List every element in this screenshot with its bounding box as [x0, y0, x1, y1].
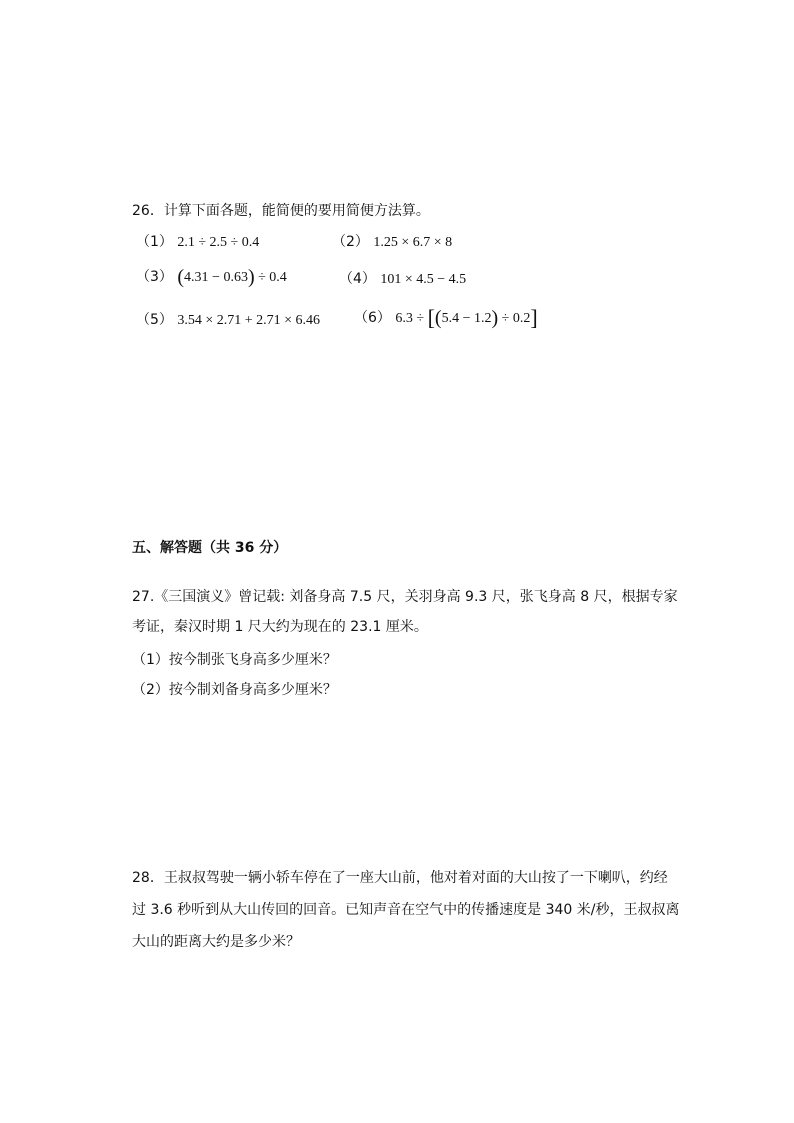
q26-item-5 [136, 310, 320, 331]
q26-item-5-expr: 3.54 × 2.71 + 2.71 × 6.46 [177, 313, 321, 328]
q26-prompt-text: 计算下面各题，能简便的要用简便方法算。 [163, 203, 430, 219]
section-heading: 五、解答题（共 36 分） [132, 540, 288, 556]
q27-line-1: 27.《三国演义》曾记载: 刘备身高 7.5 尺，关羽身高 9.3 尺，张飞身高 8 尺，根据专家 [132, 589, 678, 605]
q28-line-1: 28．王叔叔驾驶一辆小轿车停在了一座大山前，他对着对面的大山按了一下喇叭，约经 [132, 870, 668, 886]
q26-item-3-expr: (4.31 − 0.63) ÷ 0.4 [177, 266, 287, 288]
q26-item-2-expr: 1.25 × 6.7 × 8 [373, 235, 453, 250]
q26-item-1 [136, 232, 259, 253]
q26-prompt [132, 201, 430, 221]
q26-item-6-expr: 6.3 ÷ [(5.4 − 1.2) ÷ 0.2] [395, 305, 538, 330]
q27-sub-1: （1）按今制张飞身高多少厘米？ [132, 652, 337, 668]
q26-item-1-expr: 2.1 ÷ 2.5 ÷ 0.4 [177, 235, 260, 250]
q26-item-6-expr-inner: 5.4 − 1.2 [441, 311, 492, 326]
q27-sub-2: （2）按今制刘备身高多少厘米？ [132, 682, 337, 698]
q26-item-3-label: （3） [136, 269, 173, 285]
q26-item-2 [332, 232, 452, 253]
q26-item-3-expr-inner: 4.31 − 0.63 [184, 270, 248, 285]
q26-item-6-expr-tail: ÷ 0.2 [498, 311, 531, 326]
q27-line-2: 考证，秦汉时期 1 尺大约为现在的 23.1 厘米。 [132, 619, 428, 635]
q26-item-1-label: （1） [136, 234, 173, 250]
q26-item-5-label: （5） [136, 312, 173, 328]
q26-item-6-label: （6） [354, 310, 391, 326]
q26-item-6-expr-head: 6.3 ÷ [395, 311, 428, 326]
q26-item-4-label: （4） [339, 271, 376, 287]
q26-item-2-label: （2） [332, 234, 369, 250]
q26-number: 26． [132, 203, 164, 219]
q26-item-3-expr-tail: ÷ 0.4 [254, 270, 287, 285]
q26-item-3 [136, 267, 287, 288]
q26-item-4-expr: 101 × 4.5 − 4.5 [380, 272, 467, 287]
q28-line-2: 过 3.6 秒听到从大山传回的回音。已知声音在空气中的传播速度是 340 米/秒，王叔叔离 [132, 902, 680, 918]
q26-item-4 [339, 269, 466, 290]
q26-item-6 [354, 305, 538, 330]
q28-line-3: 大山的距离大约是多少米？ [132, 934, 300, 950]
